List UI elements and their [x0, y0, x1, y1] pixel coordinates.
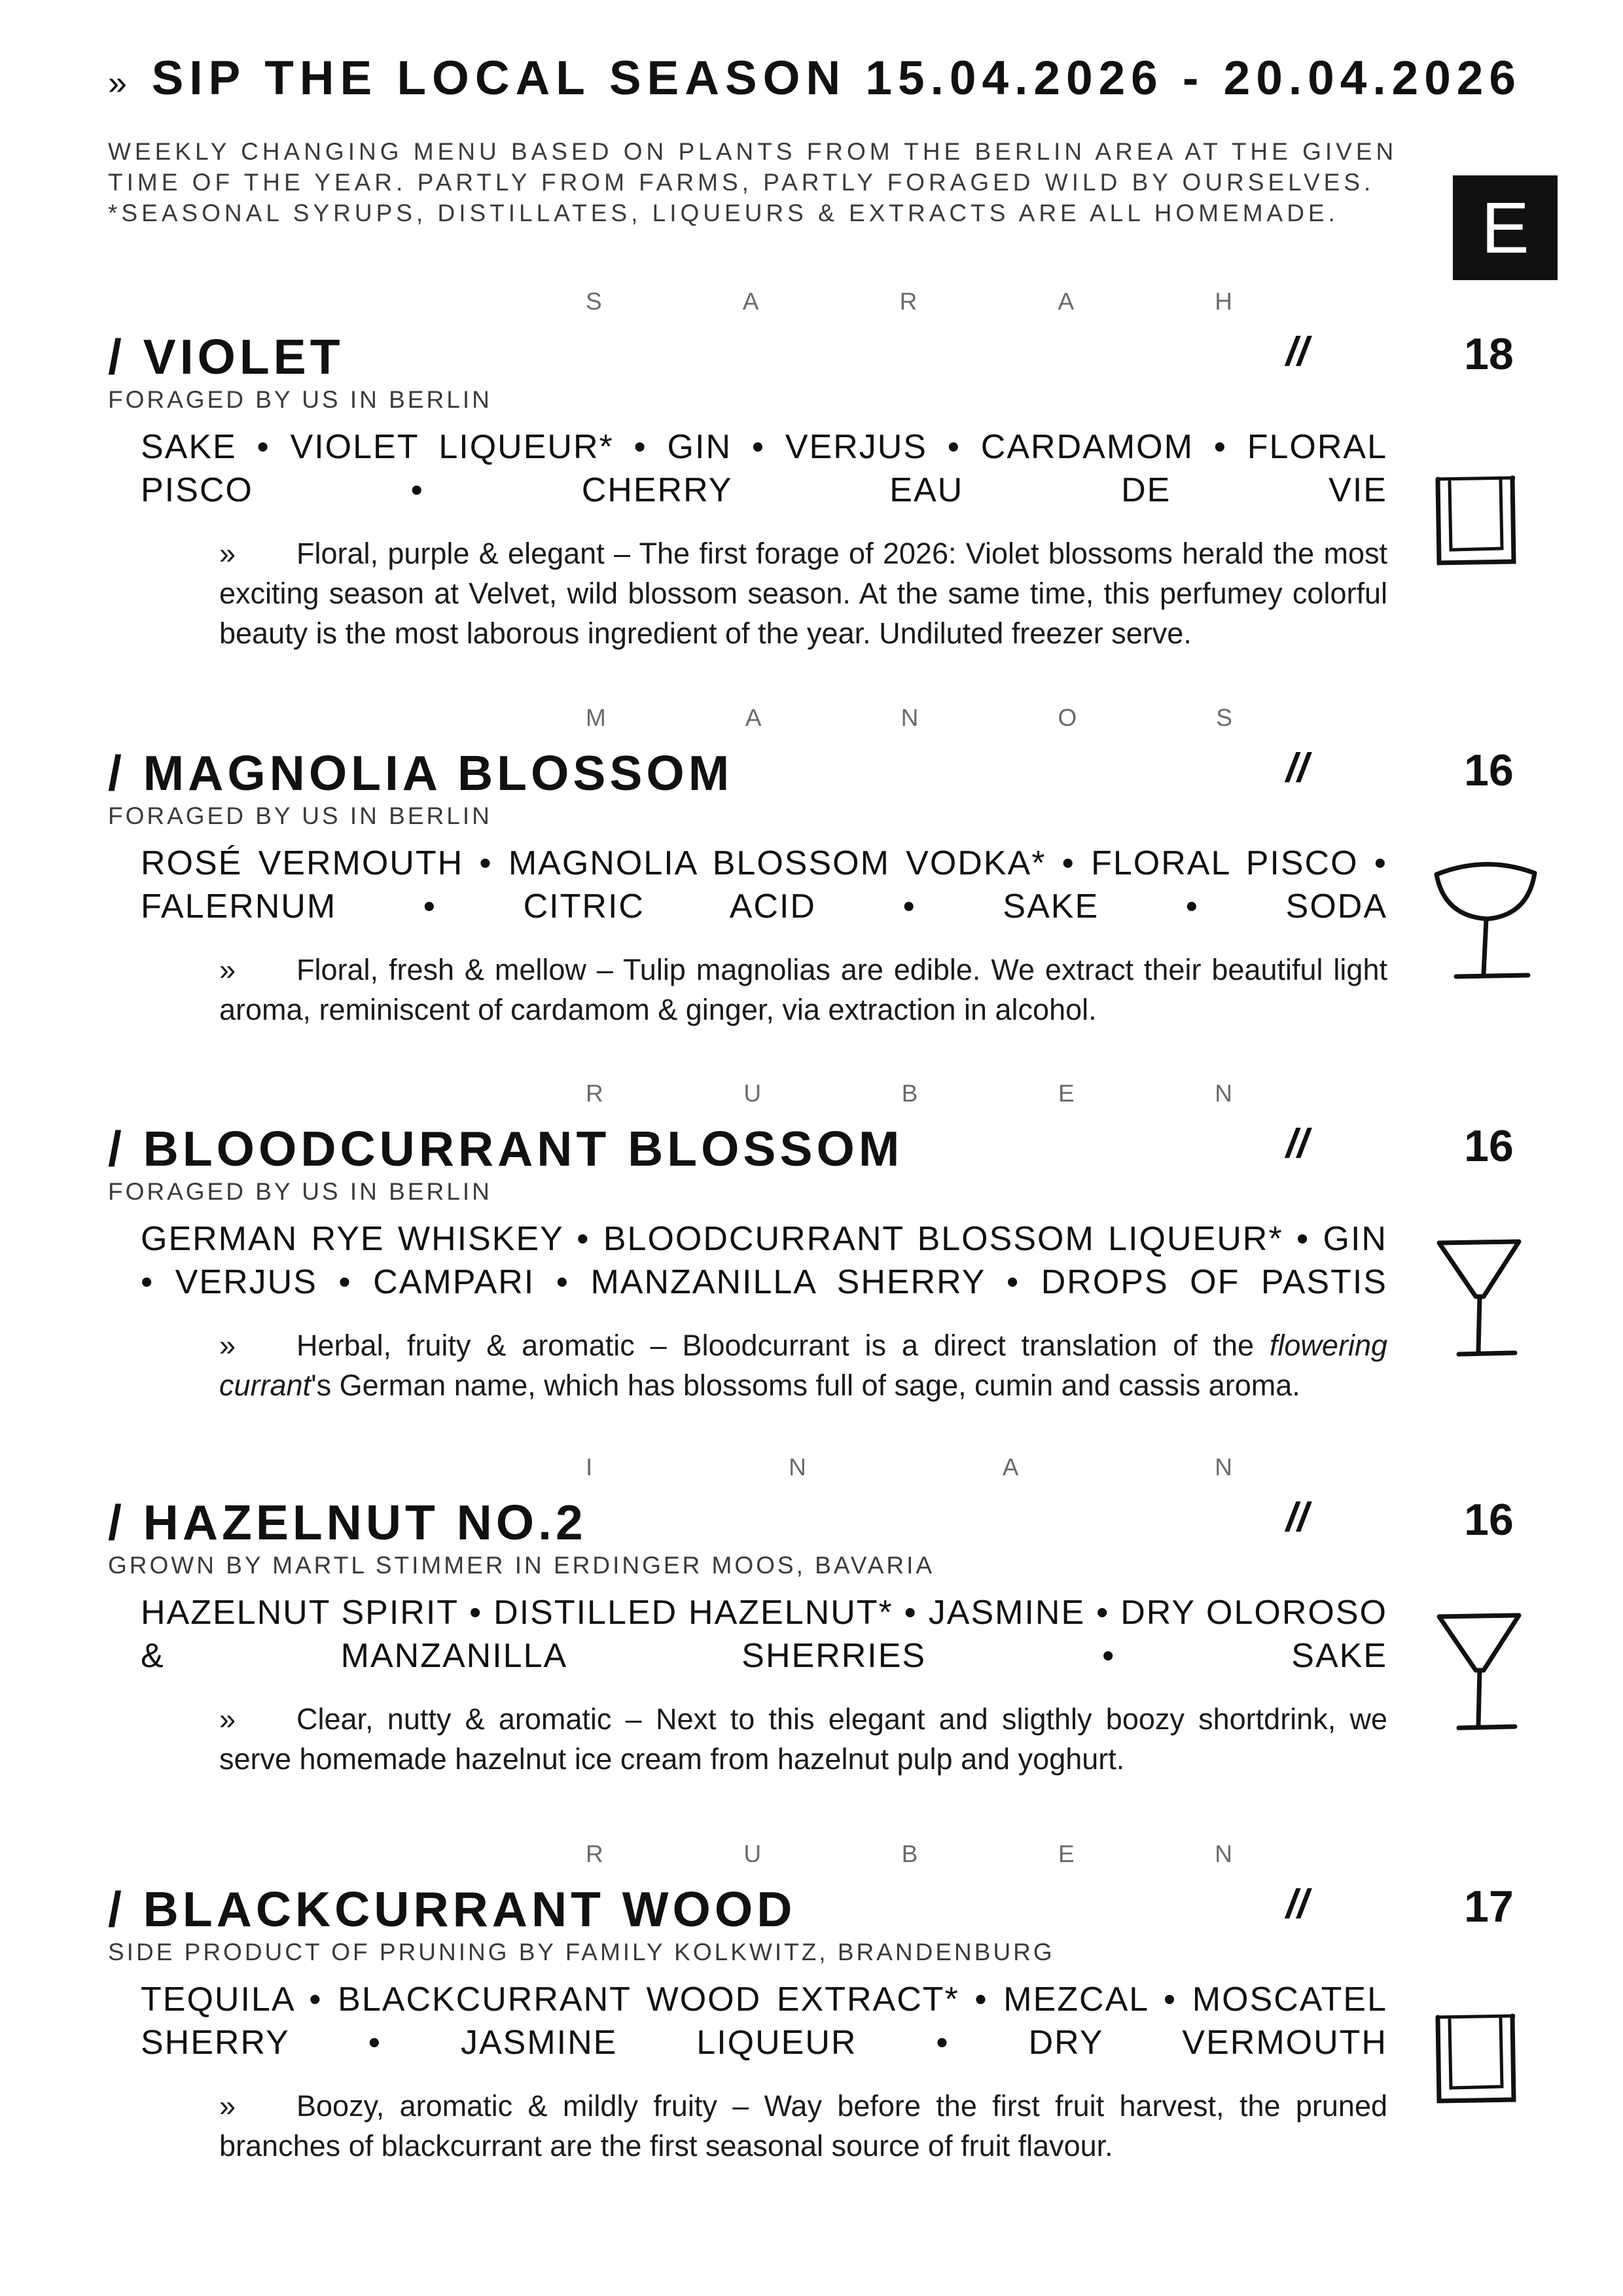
drink-origin: FORAGED BY US IN BERLIN [108, 802, 492, 829]
bartender-letter: N [1215, 1080, 1234, 1107]
bartender-name [586, 1080, 1234, 1107]
drink-name: / HAZELNUT NO.2 [108, 1495, 587, 1550]
description-text: Floral, fresh & mellow – Tulip magnolias are edible. We extract their beautiful light aroma, reminiscent of cardamom & ginger, via extraction in alcohol. [219, 953, 1387, 1026]
price-separator: // [1286, 1882, 1309, 1927]
bartender-letter: A [745, 704, 763, 731]
drink-description [219, 533, 1387, 653]
drink-ingredients: GERMAN RYE WHISKEY • BLOODCURRANT BLOSSOM LIQUEUR* • GIN • VERJUS • CAMPARI • MANZANILLA SHERRY • DROPS OF PASTIS [141, 1220, 1387, 1301]
drink-description [219, 2086, 1387, 2166]
description-arrow: » [219, 537, 236, 570]
bartender-letter: H [1215, 288, 1234, 315]
drink-price: 16 [1464, 1495, 1514, 1545]
drink-name-row [108, 1121, 1558, 1186]
bartender-letter: A [742, 288, 760, 315]
page-title: SIP THE LOCAL SEASON 15.04.2026 - 20.04.2026 [151, 52, 1522, 105]
drink-price: 18 [1464, 329, 1514, 379]
description-text: Boozy, aromatic & mildly fruity – Way before the first fruit harvest, the pruned branches of blackcurrant are the first seasonal source of fruit flavour. [219, 2089, 1387, 2162]
drink-description [219, 1325, 1387, 1405]
bartender-letter: N [1215, 1454, 1234, 1480]
drink-ingredients: HAZELNUT SPIRIT • DISTILLED HAZELNUT* • JASMINE • DRY OLOROSO & MANZANILLA SHERRIES • SAKE [141, 1594, 1387, 1675]
bartender-letter: E [1058, 1840, 1076, 1867]
bartender-name [586, 288, 1234, 315]
drink-ingredients: ROSÉ VERMOUTH • MAGNOLIA BLOSSOM VODKA* • FLORAL PISCO • FALERNUM • CITRIC ACID • SAKE • SODA [141, 844, 1387, 925]
drink-ingredients: TEQUILA • BLACKCURRANT WOOD EXTRACT* • MEZCAL • MOSCATEL SHERRY • JASMINE LIQUEUR • DRY VERMOUTH [141, 1981, 1387, 2062]
menu-subtitle: WEEKLY CHANGING MENU BASED ON PLANTS FROM THE BERLIN AREA AT THE GIVEN TIME OF THE YEAR. PARTLY FROM FARMS, PARTLY FORAGED WILD BY OURSELVES. *SEASONAL SYRUPS, DISTILLATES, LIQUEURS & EXTRACTS ARE ALL HOMEMADE. [108, 138, 1398, 226]
bartender-letter: I [586, 1454, 594, 1480]
drink-price: 17 [1464, 1882, 1514, 1931]
rocks-glass-icon [1430, 2009, 1522, 2108]
drink-price: 16 [1464, 1121, 1514, 1171]
drink-description [219, 1699, 1387, 1779]
bartender-letter: S [586, 288, 603, 315]
drink-description [219, 950, 1387, 1030]
drink-origin: GROWN BY MARTL STIMMER IN ERDINGER MOOS, BAVARIA [108, 1552, 935, 1579]
drink-origin: FORAGED BY US IN BERLIN [108, 1178, 492, 1205]
drink-name: / VIOLET [108, 329, 344, 384]
price-separator: // [1286, 1495, 1309, 1540]
description-text: Floral, purple & elegant – The first forage of 2026: Violet blossoms herald the most exciting season at Velvet, wild blossom season. At the same time, this perfumey colorful beauty is the most laborous ingredient of the year. Undiluted freezer serve. [219, 537, 1387, 650]
description-arrow: » [219, 953, 236, 986]
title-arrow: » [108, 64, 127, 102]
drink-name-row [108, 329, 1558, 394]
bartender-letter: N [1215, 1840, 1234, 1867]
drink-name: / MAGNOLIA BLOSSOM [108, 745, 734, 800]
drink-ingredients: SAKE • VIOLET LIQUEUR* • GIN • VERJUS • CARDAMOM • FLORAL PISCO • CHERRY EAU DE VIE [141, 428, 1387, 509]
description-emphasis: flowering currant [219, 1329, 1387, 1402]
bartender-letter: A [1002, 1454, 1020, 1480]
drink-origin: SIDE PRODUCT OF PRUNING BY FAMILY KOLKWITZ, BRANDENBURG [108, 1939, 1055, 1965]
martini-glass-icon [1430, 1234, 1528, 1365]
drink-name-row [108, 1494, 1558, 1560]
bartender-letter: U [743, 1840, 763, 1867]
drink-origin: FORAGED BY US IN BERLIN [108, 386, 492, 413]
bartender-letter: S [1216, 704, 1234, 731]
bartender-letter: N [789, 1454, 808, 1480]
description-arrow: » [219, 1702, 236, 1736]
drink-name: / BLOODCURRANT BLOSSOM [108, 1121, 904, 1176]
bartender-name [586, 1454, 1234, 1481]
description-text: Herbal, fruity & aromatic – Bloodcurrant is a direct translation of the [296, 1329, 1270, 1362]
bartender-letter: M [586, 704, 607, 731]
description-text: 's German name, which has blossoms full of sage, cumin and cassis aroma. [311, 1369, 1300, 1402]
title-row [108, 51, 1522, 123]
bartender-letter: A [1058, 288, 1076, 315]
bartender-name [586, 704, 1234, 732]
bartender-letter: E [1058, 1080, 1076, 1107]
bartender-name [586, 1840, 1234, 1868]
price-separator: // [1286, 1121, 1309, 1166]
drink-name: / BLACKCURRANT WOOD [108, 1882, 796, 1937]
menu-header [108, 51, 1522, 228]
drink-name-row [108, 1881, 1558, 1946]
price-separator: // [1286, 329, 1309, 374]
drink-name-row [108, 745, 1558, 810]
description-arrow: » [219, 1329, 236, 1362]
bartender-letter: R [899, 288, 919, 315]
drink-price: 16 [1464, 745, 1514, 795]
bartender-letter: B [901, 1080, 919, 1107]
bartender-letter: R [586, 1080, 605, 1107]
bartender-letter: O [1058, 704, 1079, 731]
description-arrow: » [219, 2089, 236, 2123]
description-text: Clear, nutty & aromatic – Next to this elegant and sligthly boozy shortdrink, we serve homemade hazelnut ice cream from hazelnut pulp and yoghurt. [219, 1702, 1387, 1776]
bartender-letter: N [901, 704, 920, 731]
bartender-letter: R [586, 1840, 605, 1867]
rocks-glass-icon [1430, 471, 1522, 569]
martini-glass-icon [1430, 1607, 1528, 1738]
coupe-glass-icon [1430, 855, 1541, 986]
language-badge: E [1453, 175, 1558, 280]
bartender-letter: B [901, 1840, 919, 1867]
price-separator: // [1286, 745, 1309, 791]
bartender-letter: U [743, 1080, 763, 1107]
